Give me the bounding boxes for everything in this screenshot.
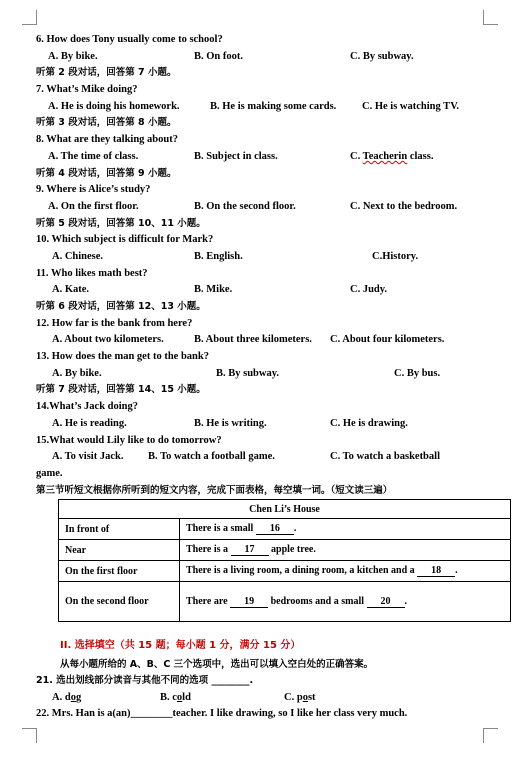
option-14c: C. He is drawing. (330, 417, 408, 429)
question-22-post: teacher. I like drawing, so I like her class very much. (172, 708, 408, 719)
option-21a-post: g (75, 692, 82, 703)
row-content (180, 582, 511, 622)
option-8c-word: Teacherin (362, 150, 408, 162)
option-21b (160, 690, 191, 707)
instruction-dialog-7: 听第 7 段对话，回答第 14、15 小题。 (36, 384, 206, 396)
question-9: 9. Where is Alice’s study? (36, 184, 151, 196)
question-22-pre: 22. Mrs. Han is a(an) (36, 708, 131, 719)
options-21 (36, 690, 496, 707)
option-8c (350, 149, 433, 166)
instruction-dialog-6: 听第 6 段对话，回答第 12、13 小题。 (36, 301, 206, 312)
row-text: There is a (186, 544, 229, 555)
instruction-dialog-4: 听第 4 段对话，回答第 9 小题。 (36, 167, 177, 179)
option-6c: C. By subway. (350, 50, 414, 62)
option-21c-underlined: o (302, 692, 308, 703)
options-8 (36, 149, 488, 166)
question-6: 6. How does Tony usually come to school? (36, 34, 223, 45)
option-15c-continued: game. (36, 467, 63, 479)
question-21-blank: ________ (211, 675, 250, 686)
options-12 (36, 332, 488, 349)
table-row (59, 582, 511, 622)
option-12c: C. About four kilometers. (330, 334, 445, 346)
options-9 (36, 199, 488, 216)
row-content (180, 540, 511, 561)
row-text: . (455, 565, 458, 576)
option-7a: A. He is doing his homework. (48, 100, 180, 112)
row-label: On the first floor (59, 561, 180, 582)
question-21 (36, 673, 496, 690)
options-13 (36, 366, 488, 383)
option-21a-underlined: o (70, 692, 76, 703)
options-7 (36, 99, 488, 116)
row-text: There is a small (186, 523, 254, 534)
question-21-end: . (249, 675, 254, 686)
instruction-dialog-2: 听第 2 段对话，回答第 7 小题。 (36, 67, 177, 79)
option-15a: A. To visit Jack. (52, 451, 124, 463)
option-10c: C.History. (372, 250, 419, 262)
table-row (59, 519, 511, 540)
section-3-heading: 第三节听短文根据你所听到的短文内容，完成下面表格，每空填一词。（短文读三遍） (36, 484, 393, 496)
option-21b-post: ld (182, 692, 191, 703)
question-11: 11. Who likes math best? (36, 267, 148, 279)
question-22 (36, 706, 496, 723)
option-9a: A. On the first floor. (48, 200, 139, 212)
table-row (59, 540, 511, 561)
row-text: There is a living room, a dining room, a kitchen and a (186, 565, 415, 576)
row-text: apple tree. (271, 544, 316, 555)
answer-blank: 20 (367, 596, 405, 608)
option-7c: C. He is watching TV. (362, 100, 460, 112)
page-corner-mark (483, 10, 498, 25)
part-2-instruction: 从每小题所给的 A、B、C 三个选项中，选出可以填入空白处的正确答案。 (60, 659, 374, 670)
option-12a: A. About two kilometers. (52, 334, 164, 346)
page-corner-mark (483, 728, 498, 743)
row-text: . (293, 523, 297, 534)
listening-section (36, 32, 488, 499)
question-22-blank: ________ (130, 708, 173, 719)
option-8a: A. The time of class. (48, 150, 139, 162)
option-10b: B. English. (194, 250, 243, 262)
option-21c-post: st (307, 692, 316, 703)
option-14b: B. He is writing. (194, 417, 267, 429)
question-15: 15.What would Lily like to do tomorrow? (36, 434, 222, 446)
option-8c-suffix: class. (407, 150, 434, 162)
option-21c (284, 690, 316, 707)
option-11b: B. Mike. (194, 284, 233, 296)
option-11c: C. Judy. (350, 284, 388, 296)
option-8b: B. Subject in class. (194, 150, 278, 162)
table-row (59, 561, 511, 582)
option-8c-prefix: C. (350, 150, 363, 162)
page-corner-mark (22, 728, 37, 743)
question-14: 14.What’s Jack doing? (36, 401, 139, 413)
option-21a-pre: A. d (52, 692, 71, 703)
instruction-dialog-5: 听第 5 段对话，回答第 10、11 小题。 (36, 217, 206, 229)
row-label: On the second floor (59, 582, 180, 622)
question-12: 12. How far is the bank from here? (36, 317, 193, 329)
row-label: In front of (59, 519, 180, 540)
house-table (58, 499, 511, 622)
option-13c: C. By bus. (394, 367, 441, 379)
question-13: 13. How does the man get to the bank? (36, 351, 209, 363)
option-13a: A. By bike. (52, 367, 102, 379)
option-21a (52, 690, 81, 707)
option-15c: C. To watch a basketball (330, 451, 440, 463)
option-11a: A. Kate. (52, 284, 90, 296)
option-15b: B. To watch a football game. (148, 451, 275, 463)
row-content (180, 519, 511, 540)
answer-blank: 17 (231, 544, 269, 556)
options-6 (36, 49, 488, 66)
row-text: bedrooms and a small (270, 595, 365, 607)
answer-blank: 16 (256, 523, 294, 535)
table-caption: Chen Li’s House (59, 500, 511, 519)
answer-blank: 19 (230, 596, 268, 608)
option-7b: B. He is making some cards. (210, 100, 337, 112)
page-corner-mark (22, 10, 37, 25)
options-10 (36, 249, 488, 266)
option-14a: A. He is reading. (52, 417, 127, 429)
option-13b: B. By subway. (216, 367, 280, 379)
question-10: 10. Which subject is difficult for Mark? (36, 234, 214, 246)
options-15 (36, 449, 488, 466)
part-2-title: II. 选择填空（共 15 题；每小题 1 分，满分 15 分） (60, 640, 301, 651)
option-6a: A. By bike. (48, 50, 98, 62)
row-label: Near (59, 540, 180, 561)
option-21c-pre: C. p (284, 692, 303, 703)
option-21b-underlined: o (176, 692, 183, 703)
answer-blank: 18 (417, 565, 455, 577)
row-text: There are (186, 595, 228, 607)
options-11 (36, 282, 488, 299)
option-12b: B. About three kilometers. (194, 334, 312, 346)
option-9b: B. On the second floor. (194, 200, 296, 212)
row-text: . (404, 595, 408, 607)
question-8: 8. What are they talking about? (36, 134, 178, 146)
option-21b-pre: B. c (160, 692, 177, 703)
instruction-dialog-3: 听第 3 段对话，回答第 8 小题。 (36, 117, 177, 129)
question-7: 7. What’s Mike doing? (36, 84, 138, 96)
options-14 (36, 416, 488, 433)
question-21-text: 21. 选出划线部分读音与其他不同的选项 (36, 675, 209, 686)
row-content (180, 561, 511, 582)
option-6b: B. On foot. (194, 50, 244, 62)
option-9c: C. Next to the bedroom. (350, 200, 458, 212)
option-10a: A. Chinese. (52, 250, 104, 262)
